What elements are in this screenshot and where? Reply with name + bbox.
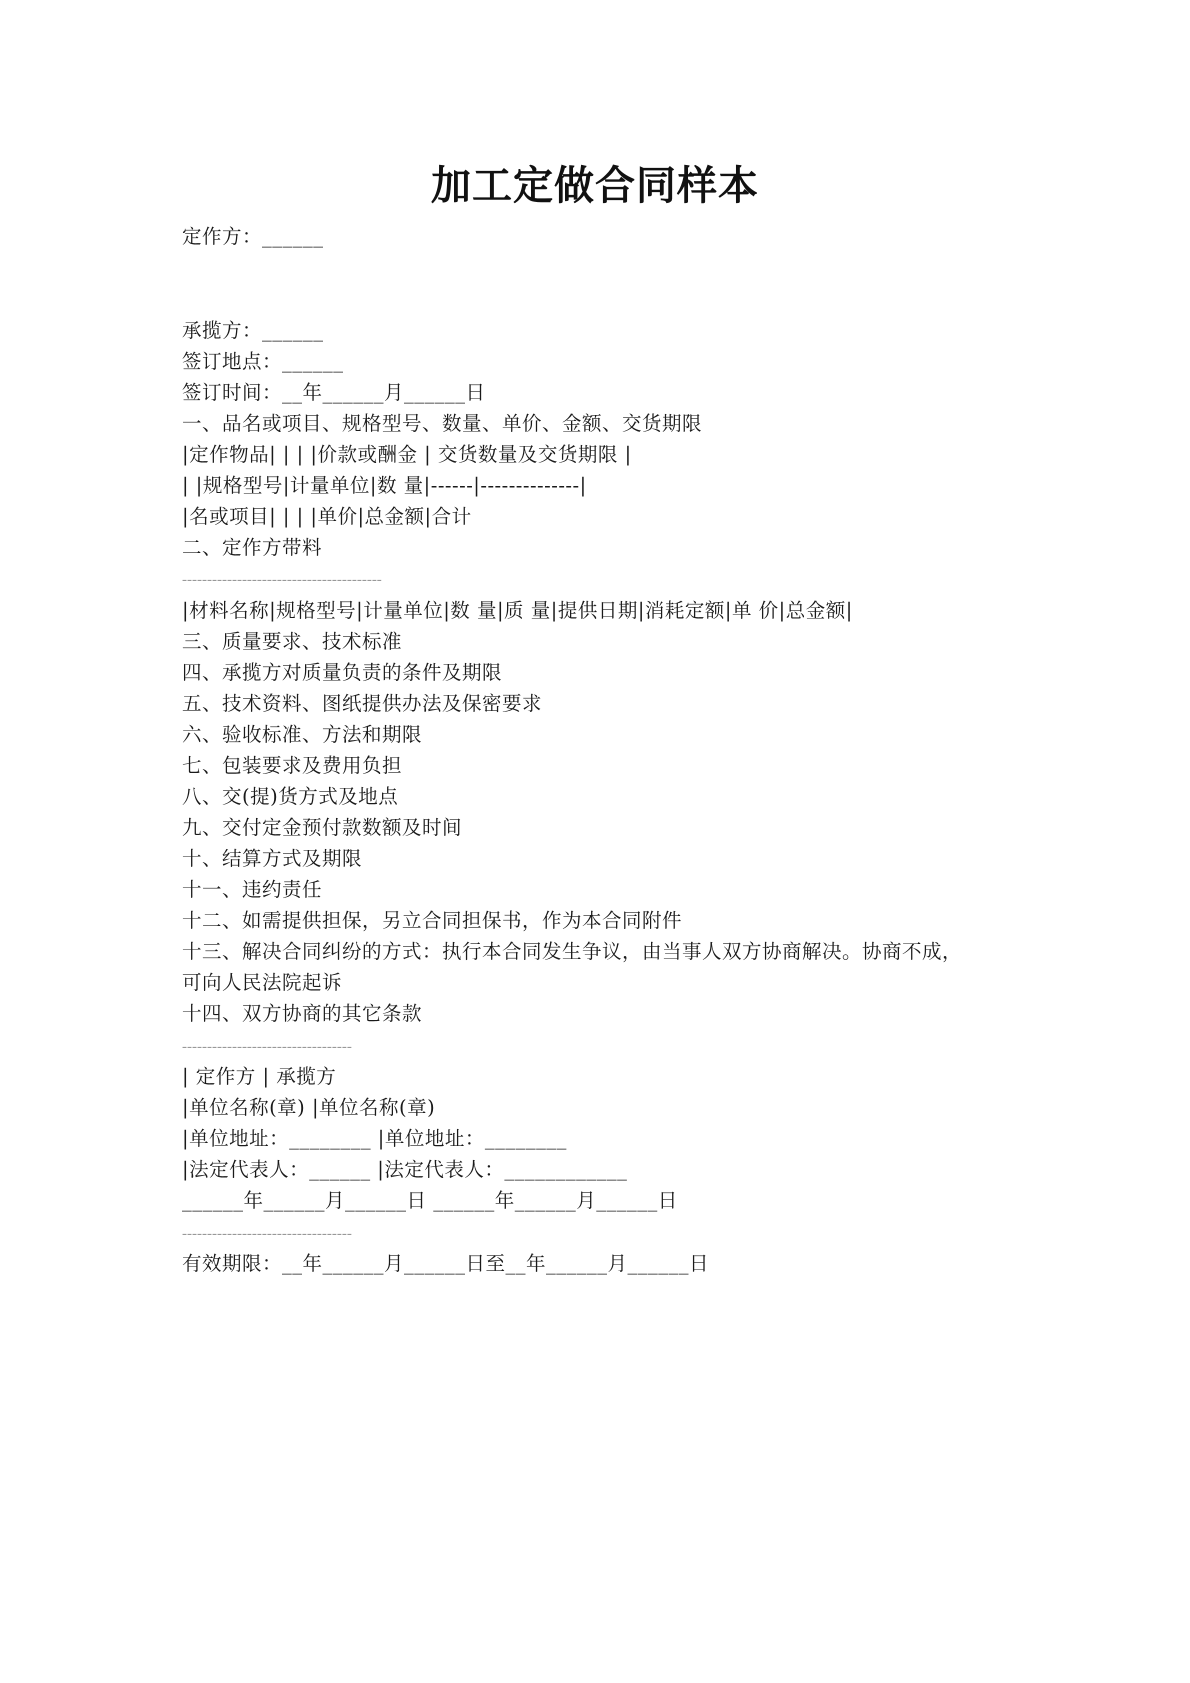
signature-parties-row: | 定作方 | 承揽方 bbox=[182, 1065, 337, 1088]
section-2-table-header: |材料名称|规格型号|计量单位|数 量|质 量|提供日期|消耗定额|单 价|总金额| bbox=[182, 599, 853, 622]
clause-11: 十一、违约责任 bbox=[182, 878, 323, 901]
signature-date-row: ______年______月______日 ______年______月______日 bbox=[182, 1189, 678, 1212]
signing-place-field: 签订地点：______ bbox=[182, 350, 344, 373]
document-title: 加工定做合同样本 bbox=[431, 162, 759, 209]
clause-8: 八、交(提)货方式及地点 bbox=[182, 785, 399, 808]
clause-13: 十三、解决合同纠纷的方式：执行本合同发生争议，由当事人双方协商解决。协商不成， bbox=[182, 940, 963, 963]
section-2-rule: ---------------------------------------- bbox=[182, 572, 382, 588]
section-1-heading: 一、品名或项目、规格型号、数量、单价、金额、交货期限 bbox=[182, 412, 703, 435]
section-1-table-row: |名或项目| | | |单价|总金额|合计 bbox=[182, 505, 472, 528]
clause-9: 九、交付定金预付款数额及时间 bbox=[182, 816, 463, 839]
contractor-field: 承揽方：______ bbox=[182, 319, 324, 342]
clause-13-continued: 可向人民法院起诉 bbox=[182, 971, 343, 994]
clause-5: 五、技术资料、图纸提供办法及保密要求 bbox=[182, 692, 543, 715]
ordering-party-field: 定作方：______ bbox=[182, 225, 324, 248]
section-1-table-row: |定作物品| | | |价款或酬金 | 交货数量及交货期限 | bbox=[182, 443, 632, 466]
clause-4: 四、承揽方对质量负责的条件及期限 bbox=[182, 661, 503, 684]
validity-period: 有效期限：__年______月______日至__年______月______日 bbox=[182, 1252, 710, 1275]
signature-legal-rep-row: |法定代表人：______ |法定代表人：____________ bbox=[182, 1158, 628, 1181]
clause-14: 十四、双方协商的其它条款 bbox=[182, 1002, 423, 1025]
signature-rule-bottom: ---------------------------------- bbox=[182, 1226, 352, 1242]
clause-3: 三、质量要求、技术标准 bbox=[182, 630, 403, 653]
signature-rule-top: ---------------------------------- bbox=[182, 1039, 352, 1055]
signature-unit-name-row: |单位名称(章) |单位名称(章) bbox=[182, 1096, 436, 1119]
section-1-table-row: | |规格型号|计量单位|数 量|------|--------------| bbox=[182, 474, 587, 497]
clause-12: 十二、如需提供担保，另立合同担保书，作为本合同附件 bbox=[182, 909, 683, 932]
section-2-heading: 二、定作方带料 bbox=[182, 536, 323, 559]
clause-6: 六、验收标准、方法和期限 bbox=[182, 723, 423, 746]
signing-time-field: 签订时间：__年______月______日 bbox=[182, 381, 486, 404]
signature-unit-address-row: |单位地址：________ |单位地址：________ bbox=[182, 1127, 567, 1150]
clause-7: 七、包装要求及费用负担 bbox=[182, 754, 403, 777]
clause-10: 十、结算方式及期限 bbox=[182, 847, 363, 870]
